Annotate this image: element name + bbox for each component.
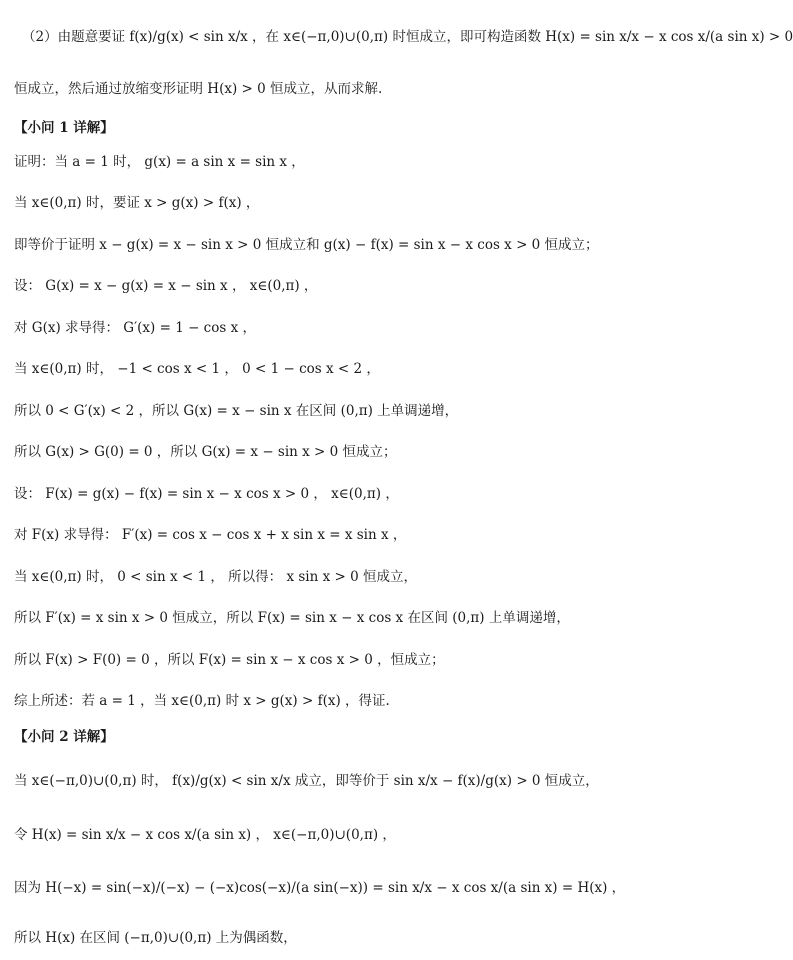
text-line: 证明：当 a = 1 时， g(x) = a sin x = sin x ， (14, 154, 305, 170)
text-line: 因为 H(−x) = sin(−x)/(−x) − (−x)cos(−x)/(a sin(−x)) = sin x/x − x cos x/(a sin x) = H(x) ， (14, 880, 626, 896)
text-line: 综上所述：若 a = 1 ，当 x∈(0,π) 时 x > g(x) > f(x) ，得证. (14, 693, 390, 709)
text-line: 对 F(x) 求导得： F′(x) = cos x − cos x + x sin x = x sin x ， (14, 527, 407, 543)
text-line: 恒成立，然后通过放缩变形证明 H(x) > 0 恒成立，从而求解. (14, 81, 383, 97)
text-line: 所以 F(x) > F(0) = 0 ，所以 F(x) = sin x − x cos x > 0 ，恒成立； (14, 652, 445, 668)
text-line: 当 x∈(−π,0)∪(0,π) 时， f(x)/g(x) < sin x/x 成立，即等价于 sin x/x − f(x)/g(x) > 0 恒成立， (14, 773, 599, 789)
text-line: 所以 G(x) > G(0) = 0 ，所以 G(x) = x − sin x > 0 恒成立； (14, 444, 397, 460)
text-line: 即等价于证明 x − g(x) = x − sin x > 0 恒成立和 g(x) − f(x) = sin x − x cos x > 0 恒成立； (14, 237, 599, 253)
section-heading: 【小问 1 详解】 (14, 120, 114, 136)
text-line: 对 G(x) 求导得： G′(x) = 1 − cos x ， (14, 320, 256, 336)
text-line: 所以 F′(x) = x sin x > 0 恒成立，所以 F(x) = sin x − x cos x 在区间 (0,π) 上单调递增， (14, 610, 570, 626)
text-line: 当 x∈(0,π) 时， 0 < sin x < 1 ， 所以得： x sin x > 0 恒成立， (14, 569, 417, 585)
section-heading: 【小问 2 详解】 (14, 729, 114, 745)
text-line: （2）由题意要证 f(x)/g(x) < sin x/x ，在 x∈(−π,0)∪(0,π) 时恒成立，即可构造函数 H(x) = sin x/x − x cos x/(a sin x) > 0 (22, 29, 793, 45)
text-line: 设： G(x) = x − g(x) = x − sin x ， x∈(0,π) ， (14, 278, 318, 294)
text-line: 所以 H(x) 在区间 (−π,0)∪(0,π) 上为偶函数， (14, 930, 297, 946)
text-line: 设： F(x) = g(x) − f(x) = sin x − x cos x > 0 ， x∈(0,π) ， (14, 486, 399, 502)
text-line: 令 H(x) = sin x/x − x cos x/(a sin x) ， x∈(−π,0)∪(0,π) ， (14, 827, 396, 843)
text-line: 当 x∈(0,π) 时，要证 x > g(x) > f(x) ， (14, 195, 260, 211)
text-line: 当 x∈(0,π) 时， −1 < cos x < 1 ， 0 < 1 − cos x < 2 ， (14, 361, 380, 377)
text-line: 所以 0 < G′(x) < 2 ，所以 G(x) = x − sin x 在区间 (0,π) 上单调递增， (14, 403, 459, 419)
